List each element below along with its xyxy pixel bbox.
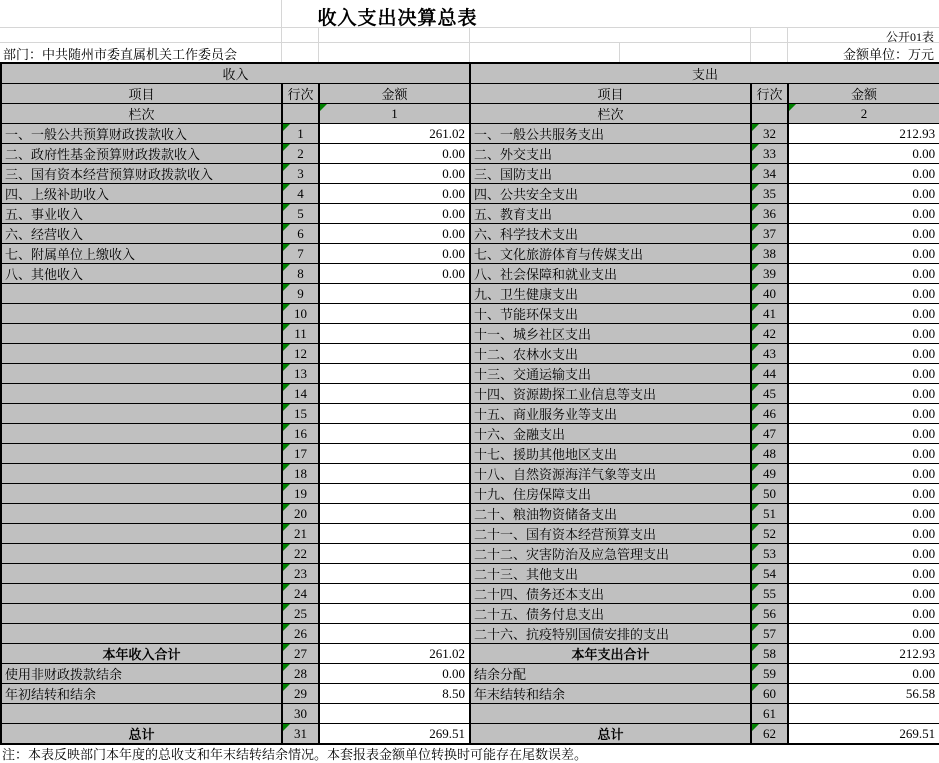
amount-cell[interactable]	[319, 544, 470, 564]
item-cell[interactable]	[1, 424, 282, 444]
table-row	[1, 484, 939, 504]
item-cell[interactable]: 三、国有资本经营预算财政拨款收入	[1, 164, 282, 184]
line-number-cell[interactable]: 44	[751, 364, 788, 384]
line-number-cell[interactable]: 46	[751, 404, 788, 424]
amount-cell[interactable]: 0.00	[319, 144, 470, 164]
gridline	[318, 27, 319, 62]
expense-item-col-header[interactable]: 项目	[470, 84, 751, 104]
item-cell[interactable]: 年末结转和结余	[470, 684, 751, 704]
amount-cell[interactable]: 0.00	[788, 344, 939, 364]
amount-cell[interactable]: 261.02	[319, 124, 470, 144]
line-number-cell[interactable]: 2	[282, 144, 319, 164]
table-row	[1, 364, 939, 384]
item-cell[interactable]: 三、国防支出	[470, 164, 751, 184]
line-number-cell[interactable]: 26	[282, 624, 319, 644]
amount-cell[interactable]: 0.00	[788, 204, 939, 224]
gridline	[787, 27, 788, 62]
item-cell[interactable]: 二、外交支出	[470, 144, 751, 164]
item-cell[interactable]: 十二、农林水支出	[470, 344, 751, 364]
amount-cell[interactable]	[319, 464, 470, 484]
expense-lanci-line-cell[interactable]	[751, 104, 788, 124]
line-number-cell[interactable]: 53	[751, 544, 788, 564]
section-header-row	[1, 63, 939, 84]
amount-cell[interactable]: 0.00	[788, 624, 939, 644]
table-row	[1, 544, 939, 564]
final-accounts-summary-table	[0, 62, 939, 745]
amount-cell[interactable]: 0.00	[788, 384, 939, 404]
item-cell[interactable]: 二十六、抗疫特别国债安排的支出	[470, 624, 751, 644]
income-section-header[interactable]: 收入	[1, 63, 470, 84]
amount-cell[interactable]: 56.58	[788, 684, 939, 704]
amount-cell[interactable]	[319, 304, 470, 324]
table-row	[1, 684, 939, 704]
line-number-cell[interactable]: 17	[282, 444, 319, 464]
item-cell[interactable]: 十九、住房保障支出	[470, 484, 751, 504]
amount-cell[interactable]: 0.00	[788, 464, 939, 484]
amount-cell[interactable]: 0.00	[319, 184, 470, 204]
item-cell[interactable]: 十六、金融支出	[470, 424, 751, 444]
table-row	[1, 504, 939, 524]
item-cell[interactable]	[1, 464, 282, 484]
table-row	[1, 704, 939, 724]
amount-cell[interactable]: 0.00	[319, 204, 470, 224]
item-cell[interactable]: 八、其他收入	[1, 264, 282, 284]
income-lanci-label[interactable]: 栏次	[1, 104, 282, 124]
expense-lanci-label[interactable]: 栏次	[470, 104, 751, 124]
item-cell[interactable]: 十四、资源勘探工业信息等支出	[470, 384, 751, 404]
amount-cell[interactable]: 0.00	[788, 144, 939, 164]
item-cell[interactable]: 四、公共安全支出	[470, 184, 751, 204]
amount-cell[interactable]: 269.51	[788, 724, 939, 745]
item-cell[interactable]	[1, 584, 282, 604]
item-cell[interactable]	[1, 504, 282, 524]
item-cell[interactable]: 十三、交通运输支出	[470, 364, 751, 384]
item-cell[interactable]	[1, 564, 282, 584]
department-label: 部门：中共随州市委直属机关工作委员会	[3, 47, 238, 62]
expense-lanci-value[interactable]: 2	[788, 104, 939, 124]
amount-cell[interactable]: 0.00	[788, 184, 939, 204]
item-cell[interactable]: 六、科学技术支出	[470, 224, 751, 244]
table-row	[1, 224, 939, 244]
table-row	[1, 724, 939, 745]
line-number-cell[interactable]: 19	[282, 484, 319, 504]
income-lanci-line-cell[interactable]	[282, 104, 319, 124]
line-number-cell[interactable]: 49	[751, 464, 788, 484]
item-cell[interactable]	[1, 604, 282, 624]
item-cell[interactable]: 使用非财政拨款结余	[1, 664, 282, 684]
line-number-cell[interactable]: 57	[751, 624, 788, 644]
line-number-cell[interactable]: 14	[282, 384, 319, 404]
table-row	[1, 444, 939, 464]
line-number-cell[interactable]: 47	[751, 424, 788, 444]
item-cell[interactable]: 年初结转和结余	[1, 684, 282, 704]
gridline	[619, 42, 620, 62]
amount-cell[interactable]	[319, 704, 470, 724]
table-row	[1, 644, 939, 664]
item-cell[interactable]: 二、政府性基金预算财政拨款收入	[1, 144, 282, 164]
item-cell[interactable]: 二十四、债务还本支出	[470, 584, 751, 604]
line-number-cell[interactable]: 32	[751, 124, 788, 144]
item-cell[interactable]: 六、经营收入	[1, 224, 282, 244]
table-row	[1, 184, 939, 204]
amount-cell[interactable]: 0.00	[319, 164, 470, 184]
line-number-cell[interactable]: 61	[751, 704, 788, 724]
table-body	[1, 124, 939, 745]
item-cell[interactable]	[1, 444, 282, 464]
amount-cell[interactable]: 0.00	[788, 324, 939, 344]
table-row	[1, 164, 939, 184]
line-number-cell[interactable]: 36	[751, 204, 788, 224]
item-cell[interactable]: 十一、城乡社区支出	[470, 324, 751, 344]
item-cell[interactable]	[470, 704, 751, 724]
amount-cell[interactable]	[319, 424, 470, 444]
expense-line-col-header[interactable]: 行次	[751, 84, 788, 104]
amount-cell[interactable]	[319, 404, 470, 424]
amount-cell[interactable]: 0.00	[788, 524, 939, 544]
item-cell[interactable]: 十八、自然资源海洋气象等支出	[470, 464, 751, 484]
item-cell[interactable]	[1, 544, 282, 564]
unit-label: 金额单位：万元	[842, 47, 934, 62]
amount-cell[interactable]: 0.00	[788, 404, 939, 424]
item-cell[interactable]: 本年支出合计	[470, 644, 751, 664]
amount-cell[interactable]: 0.00	[788, 604, 939, 624]
table-row	[1, 284, 939, 304]
line-number-cell[interactable]: 52	[751, 524, 788, 544]
line-number-cell[interactable]: 9	[282, 284, 319, 304]
line-number-cell[interactable]: 21	[282, 524, 319, 544]
amount-cell[interactable]: 0.00	[788, 424, 939, 444]
amount-cell[interactable]	[319, 364, 470, 384]
line-number-cell[interactable]: 11	[282, 324, 319, 344]
table-row	[1, 404, 939, 424]
line-number-cell[interactable]: 62	[751, 724, 788, 745]
amount-cell[interactable]	[319, 324, 470, 344]
line-number-cell[interactable]: 30	[282, 704, 319, 724]
amount-cell[interactable]: 0.00	[319, 664, 470, 684]
line-number-cell[interactable]: 12	[282, 344, 319, 364]
item-cell[interactable]	[1, 524, 282, 544]
item-cell[interactable]	[1, 364, 282, 384]
line-number-cell[interactable]: 45	[751, 384, 788, 404]
item-cell[interactable]: 七、文化旅游体育与传媒支出	[470, 244, 751, 264]
amount-cell[interactable]: 212.93	[788, 124, 939, 144]
item-cell[interactable]	[1, 704, 282, 724]
gridline	[469, 27, 470, 62]
amount-cell[interactable]: 0.00	[788, 444, 939, 464]
item-cell[interactable]	[1, 304, 282, 324]
column-index-row	[1, 104, 939, 124]
table-row	[1, 564, 939, 584]
amount-cell[interactable]: 0.00	[788, 224, 939, 244]
line-number-cell[interactable]: 16	[282, 424, 319, 444]
line-number-cell[interactable]: 13	[282, 364, 319, 384]
table-row	[1, 424, 939, 444]
item-cell[interactable]: 总计	[1, 724, 282, 745]
item-cell[interactable]: 二十三、其他支出	[470, 564, 751, 584]
amount-cell[interactable]	[319, 584, 470, 604]
item-cell[interactable]: 一、一般公共服务支出	[470, 124, 751, 144]
item-cell[interactable]: 总计	[470, 724, 751, 745]
income-item-col-header[interactable]: 项目	[1, 84, 282, 104]
amount-cell[interactable]	[319, 524, 470, 544]
item-cell[interactable]: 五、教育支出	[470, 204, 751, 224]
amount-cell[interactable]: 8.50	[319, 684, 470, 704]
line-number-cell[interactable]: 5	[282, 204, 319, 224]
line-number-cell[interactable]: 3	[282, 164, 319, 184]
item-cell[interactable]	[1, 344, 282, 364]
line-number-cell[interactable]: 28	[282, 664, 319, 684]
table-row	[1, 584, 939, 604]
item-cell[interactable]: 五、事业收入	[1, 204, 282, 224]
item-cell[interactable]: 十、节能环保支出	[470, 304, 751, 324]
amount-cell[interactable]	[319, 504, 470, 524]
line-number-cell[interactable]: 20	[282, 504, 319, 524]
amount-cell[interactable]: 0.00	[788, 564, 939, 584]
amount-cell[interactable]: 0.00	[788, 544, 939, 564]
amount-cell[interactable]	[788, 704, 939, 724]
table-row	[1, 604, 939, 624]
line-number-cell[interactable]: 8	[282, 264, 319, 284]
table-row	[1, 464, 939, 484]
item-cell[interactable]: 二十一、国有资本经营预算支出	[470, 524, 751, 544]
amount-cell[interactable]	[319, 484, 470, 504]
line-number-cell[interactable]: 41	[751, 304, 788, 324]
item-cell[interactable]	[1, 484, 282, 504]
item-cell[interactable]: 一、一般公共预算财政拨款收入	[1, 124, 282, 144]
line-number-cell[interactable]: 58	[751, 644, 788, 664]
line-number-cell[interactable]: 15	[282, 404, 319, 424]
line-number-cell[interactable]: 7	[282, 244, 319, 264]
amount-cell[interactable]	[319, 564, 470, 584]
amount-cell[interactable]	[319, 284, 470, 304]
amount-cell[interactable]: 261.02	[319, 644, 470, 664]
amount-cell[interactable]: 212.93	[788, 644, 939, 664]
line-number-cell[interactable]: 1	[282, 124, 319, 144]
amount-cell[interactable]: 0.00	[788, 664, 939, 684]
item-cell[interactable]	[1, 324, 282, 344]
line-number-cell[interactable]: 34	[751, 164, 788, 184]
item-cell[interactable]: 八、社会保障和就业支出	[470, 264, 751, 284]
amount-cell[interactable]	[319, 444, 470, 464]
expense-amount-col-header[interactable]: 金额	[788, 84, 939, 104]
amount-cell[interactable]: 0.00	[788, 364, 939, 384]
amount-cell[interactable]: 0.00	[788, 244, 939, 264]
line-number-cell[interactable]: 35	[751, 184, 788, 204]
line-number-cell[interactable]: 18	[282, 464, 319, 484]
line-number-cell[interactable]: 39	[751, 264, 788, 284]
table-row	[1, 344, 939, 364]
item-cell[interactable]	[1, 284, 282, 304]
line-number-cell[interactable]: 55	[751, 584, 788, 604]
item-cell[interactable]: 二十五、债务付息支出	[470, 604, 751, 624]
item-cell[interactable]: 九、卫生健康支出	[470, 284, 751, 304]
line-number-cell[interactable]: 54	[751, 564, 788, 584]
table-row	[1, 524, 939, 544]
line-number-cell[interactable]: 59	[751, 664, 788, 684]
item-cell[interactable]: 七、附属单位上缴收入	[1, 244, 282, 264]
item-cell[interactable]	[1, 384, 282, 404]
amount-cell[interactable]: 0.00	[788, 484, 939, 504]
gridline	[750, 27, 751, 62]
line-number-cell[interactable]: 56	[751, 604, 788, 624]
item-cell[interactable]: 二十二、灾害防治及应急管理支出	[470, 544, 751, 564]
line-number-cell[interactable]: 43	[751, 344, 788, 364]
table-row	[1, 204, 939, 224]
line-number-cell[interactable]: 29	[282, 684, 319, 704]
table-row	[1, 664, 939, 684]
line-number-cell[interactable]: 51	[751, 504, 788, 524]
amount-cell[interactable]: 0.00	[788, 164, 939, 184]
line-number-cell[interactable]: 31	[282, 724, 319, 745]
table-row	[1, 304, 939, 324]
amount-cell[interactable]: 0.00	[788, 264, 939, 284]
amount-cell[interactable]	[319, 344, 470, 364]
page-title: 收入支出决算总表	[317, 8, 478, 29]
line-number-cell[interactable]: 38	[751, 244, 788, 264]
line-number-cell[interactable]: 22	[282, 544, 319, 564]
amount-cell[interactable]	[319, 604, 470, 624]
line-number-cell[interactable]: 50	[751, 484, 788, 504]
line-number-cell[interactable]: 24	[282, 584, 319, 604]
footnote-text: 注：本表反映部门本年度的总收支和年末结转结余情况。本套报表金额单位转换时可能存在尾数误差。	[2, 747, 588, 762]
line-number-cell[interactable]: 6	[282, 224, 319, 244]
amount-cell[interactable]	[319, 624, 470, 644]
table-row	[1, 244, 939, 264]
line-number-cell[interactable]: 10	[282, 304, 319, 324]
income-amount-col-header[interactable]: 金额	[319, 84, 470, 104]
amount-cell[interactable]: 0.00	[319, 224, 470, 244]
line-number-cell[interactable]: 4	[282, 184, 319, 204]
amount-cell[interactable]: 0.00	[788, 504, 939, 524]
line-number-cell[interactable]: 27	[282, 644, 319, 664]
line-number-cell[interactable]: 60	[751, 684, 788, 704]
item-cell[interactable]: 本年收入合计	[1, 644, 282, 664]
line-number-cell[interactable]: 37	[751, 224, 788, 244]
table-row	[1, 324, 939, 344]
line-number-cell[interactable]: 48	[751, 444, 788, 464]
doc-code-label: 公开01表	[885, 30, 934, 44]
line-number-cell[interactable]: 40	[751, 284, 788, 304]
amount-cell[interactable]: 0.00	[788, 284, 939, 304]
table-row	[1, 384, 939, 404]
item-cell[interactable]: 结余分配	[470, 664, 751, 684]
line-number-cell[interactable]: 25	[282, 604, 319, 624]
amount-cell[interactable]: 0.00	[319, 244, 470, 264]
income-line-col-header[interactable]: 行次	[282, 84, 319, 104]
item-cell[interactable]: 四、上级补助收入	[1, 184, 282, 204]
column-header-row	[1, 84, 939, 104]
table-row	[1, 264, 939, 284]
amount-cell[interactable]: 0.00	[788, 584, 939, 604]
amount-cell[interactable]	[319, 384, 470, 404]
line-number-cell[interactable]: 42	[751, 324, 788, 344]
item-cell[interactable]: 十七、援助其他地区支出	[470, 444, 751, 464]
item-cell[interactable]	[1, 624, 282, 644]
amount-cell[interactable]: 0.00	[788, 304, 939, 324]
item-cell[interactable]: 十五、商业服务业等支出	[470, 404, 751, 424]
item-cell[interactable]	[1, 404, 282, 424]
expense-section-header[interactable]: 支出	[470, 63, 939, 84]
table-row	[1, 144, 939, 164]
line-number-cell[interactable]: 23	[282, 564, 319, 584]
amount-cell[interactable]: 0.00	[319, 264, 470, 284]
table-row	[1, 124, 939, 144]
item-cell[interactable]: 二十、粮油物资储备支出	[470, 504, 751, 524]
amount-cell[interactable]: 269.51	[319, 724, 470, 745]
income-lanci-value[interactable]: 1	[319, 104, 470, 124]
line-number-cell[interactable]: 33	[751, 144, 788, 164]
table-row	[1, 624, 939, 644]
